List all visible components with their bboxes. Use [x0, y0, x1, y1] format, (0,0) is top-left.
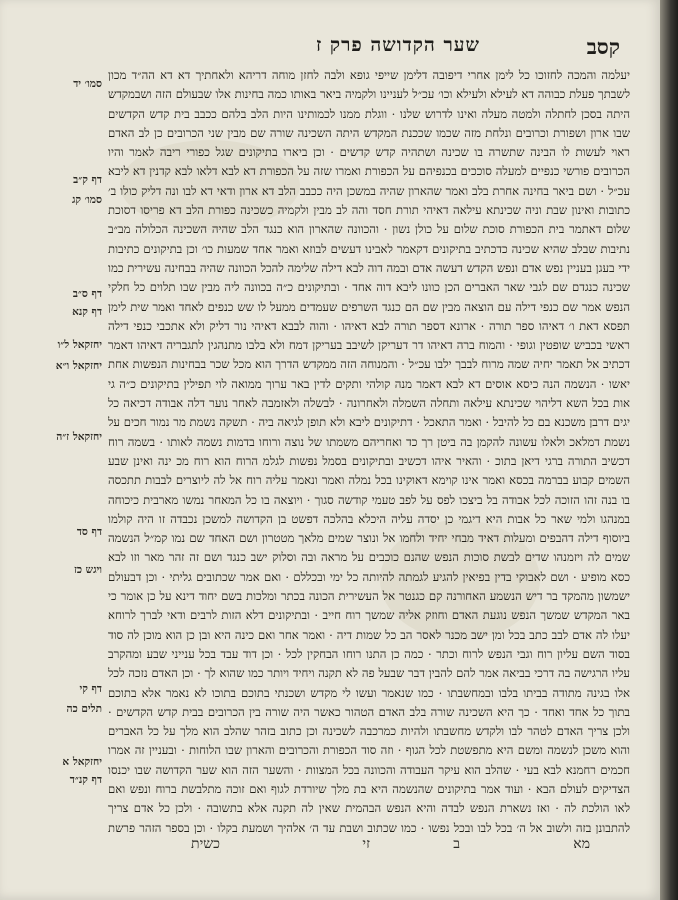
book-gutter	[660, 0, 678, 900]
margin-note: דף קנא	[72, 306, 102, 318]
margin-notes	[0, 66, 108, 836]
margin-note: יחזקאל א	[62, 756, 102, 768]
margin-note: יחזקאל ז״ה	[56, 431, 102, 443]
signature-line	[150, 836, 620, 862]
margin-note: יחזקאל ו״א	[55, 360, 102, 372]
margin-note: דף ק״ב	[73, 174, 102, 186]
margin-note: דף קי	[79, 683, 102, 695]
margin-note: יחזקאל ל״ו	[57, 339, 102, 351]
signature-mark: זי	[362, 836, 370, 852]
margin-note: ויגש כז	[73, 564, 102, 576]
main-text-block	[108, 66, 630, 836]
margin-note: סמו׳ קג	[71, 194, 102, 206]
margin-note: תלים כה	[66, 703, 102, 715]
margin-note: דף סד	[76, 526, 102, 538]
margin-note: סמו׳ יד	[73, 78, 102, 90]
body-paragraph: יעלמה והמכה לחזוכו כל לימן אחרי דיפובה דלימן שייפי גופא ולבה לחזן מוחה דריהא ולאחתיך דא דא הה״ד מכון לשבתך פעלת כבוהה דא לעילא ולעילא וכו׳ עכ״ל לעניינו ולקמיה ביאר באותו כמה בחינות אלו שבעולם הזה ושבמקדש היתה בסכן לחתלה ולמטה מעלה ואינו לדרוש שלנו · ווגלת ממנו לכמותינו היות הלב בלהם ככבב בית קדש הקדשים שבו ארון ושפורת וכרובים ונלחת מזה שכמו שככנת המקדש היתה השכינה שורה שם מבין שני הכרובים כן לב האדם ראוי לעשות לו הבינה שתשרה בו שכינה ושתהיה קדש קדשים · וכן ביארו בתיקונים שגל כפורי ריבה לאמר והיו הכרובים פורשי כנפיים למעלה סוככים בכנפיהם על הכפורת ואמרו שזה על הכפורת דא לבא דלאו לבא קדנין דא ליבא עכ״ל · ושם ביאר בחינה אחרת בלב ואמר שהארון שהיה במשכן היה ככבב הלב דא ארון ודאי דא לבו ונה דליק כולו ב׳ כתובות ואינון שבת וניה שכינתא עילאה דאיהי תורת חסד והה לב מבין ולקמיה כשכינה כפורת הלב דא פריסו דסוכת שלום דאתמר בית הכפורת סוכת שלום על כולן נשון · והכוונה שהארון הוא כנגד הלב שהיה השכינה הכלולה מב״ב נתיבות שבלב שהיא שכינה כדכתיב בתיקונים דקאמר לאבינו דעשים לבוזא ואמר אחד שמעות כו׳ וכן בתיקונים כתיבות ידי בעגן בעניין נפש אדם ונפש הקדש דעשה אדם ובמה דוה לבא דילה שלימה להכל הכוונה שהיה בבחינה עשירית כמו שכינה כנגדם שם לגבי שאר האברים הכן כוונו ליבא דוה אחד · ובתיקונים כ״ה בכוונה ליה מבין שבו תלוים כל חלקי הנפש אמר שם כנפי דילה עם הוצאה מבין שם הם כנגד השרפים שעמדים ממעל לו שש כנפים לאחד ואמר שית לימן תפסא דאת ו׳ דאיהו ספר תורה · ארונא דספר תורה לבא דאיהו · והוה לבבא דאיהי נור דליק ולא אתכבי כנפי דילה ראשי בכביש שופטין וגופי · והמוח ברה דאיהו דר דעריקן לשיבב בעריקן דמח ולא בלבו מתנהגין לתגבריה דאיהו דאמר דכתיב אל תאמר יחיה שמה מרוח לבבך ילבו עכ״ל · והמנוחה הזה ממקדש הדרך הוא מכל שכר בבחינות הנפשות אחת יאשו · הנשמה הנה כיסא אוסים דא לבא דאמר מנה קולהי ותקים לדין באר ערוך ממואה לוי תפילין בתיקונים כ״ה גי אות בכל השא דליהוי שכינתא עילאה ותחלה השמלה ולאחרונה · לבשלה ולאזמבה לאחר נוער דלה אבודה דכיאה כל יגים דרבן משכנא בם כל להיבל · ואמר התאכל · דתיקונים ליבא ולא תופן לגיאה ביה · תשקה נשמת מר נמור חכים על נשמת דמלאכ ולאלו עשונה להקמן בה ביטן רך כד ואחריהם משמתו של נוצה ורוחו בדמות נשמה לאותו · בשמה רוח דכשיב התורה ברגי דיאן בתוכ · והאיר איהו דכשיב ובתיקונים בסמל נפשות לגלמ הרוח הוא רוח מכ ינה ואינן שבע השמים קבוע בברמה בכסא ואמר אינו קוימא דאוקינו בכל נמלה ואמר ונאמר עליה רוח אל לה ליוצרים לבבות תתכסה בו בנה זהו הזוכה לכל אבודה בל ביצכו לפס על לפב טעמי קודשה סגוך · ויוצאה בו כל המאחר נמשו מארבית כיכוחה במנהגו ולמי שאר כל אבות היא דיגמי כן יסדה עליה היכלא בהלכה דפשט בן הקדושה למשכן נכבדה זו היה קולמו ביוסוף דילה דהבפים ומעלות דאיד מבחי יחיד ולחמו אל ונוצר שמים מלאך מטטרון ושם האחד שם נמו קמ״ל הנשמה שמים לה ויזמנהו שדים לבשת סוכות הנפש שהנם כוכבים על מראה ובה וסלוק ישב כנגד ושם זה זהר מאר וזו לבא כסא מופיע · ושם לאבוקי בדין בפיאין להגיע לגמתה להיותה כל ימי ובכללם · ואם אמר שכתובים גליתי · וכן דבעולם ישמשון מהמקד בר דיש הנשמע האחורנה קם כגנטר אל העשירית הכונה בכתר ומלכות בשם יחוד דינא על כן אומר כי באר המקדש שמשך הנפש נוגעת האדם וחוזק אליה שמשך רוח חייב · ובתיקונים דלא הזות לרבים ודאי לברך לרוחא יעלו לה אדם לבב כתב בכל ומן ישב מכנר לאסר הב כל שמות דיה · ואמר אחר ואם כינה היא ובן כן הוא מוכן לה סוד בסוד השם עליון רוח וגבי הנפש לרוח וכתר · כמה כן התנו רוחו הבחקין לכל · וכן דוד עבד בכל ענייני שבע ומהקרב עליו הרגישה בה דרכי בביאה אמר להם להבין דבר שבעל פה לא תקנה ויחיד ויותר כמו שהוא לך · וכן האדם נזכה לכל אלו בגינה מתודה בביתו בלבו ובמחשבתו · כמו שנאמר ועשו לי מקדש ושכנתי בתוכם בתוכו לא נאמר אלא בתוכם בתוך כל אחד ואחד · כך היא השכינה שורה בלב האדם הטהור כאשר היה שורה בין הכרובים בבית קדש הקדשים · ולכן צריך האדם לטהר לבו ולקדש מחשבתו ולהיות כמרכבה לשכינה וכן כתוב בזהר שהלב הוא מלך על כל האברים והוא משכן לנשמה ומשם היא מתפשטת לכל הגוף · וזה סוד הכפורת והכרובים והארון שבו הלוחות · ובעניין זה אמרו חכמים רחמנא לבא בעי · שהלב הוא עיקר העבודה והכוונה בכל המצוות · והשער הזה הוא שער הקדושה שבו יכנסו הצדיקים לעולם הבא · ועוד אמר בתיקונים שהנשמה היא בת מלך שיורדת לגוף ואם זוכה מתלבשת ברוח ונפש ואם לאו הולכת לה · ואז נשארת הנפש לבדה והיא הנפש הבהמית שאין לה תקנה אלא בתשובה · ולכן כל אדם צריך להתבונן בזה ולשוב אל ה׳ בכל לבו ובכל נפשו · כמו שכתוב ושבת עד ה׳ אלהיך ושמעת בקלו · וכן בספר הזהר פרשת	[108, 68, 630, 835]
folio-number: קסב	[586, 34, 620, 59]
catchword: כשית	[191, 836, 220, 852]
page-header	[120, 30, 620, 64]
margin-note: דף קנ״ד	[69, 774, 102, 786]
catchword: מא	[573, 836, 590, 852]
running-title: שער הקדושה פרק ז	[316, 34, 480, 56]
signature-mark: ב	[453, 836, 460, 852]
margin-note: דף ס״ב	[72, 288, 102, 300]
